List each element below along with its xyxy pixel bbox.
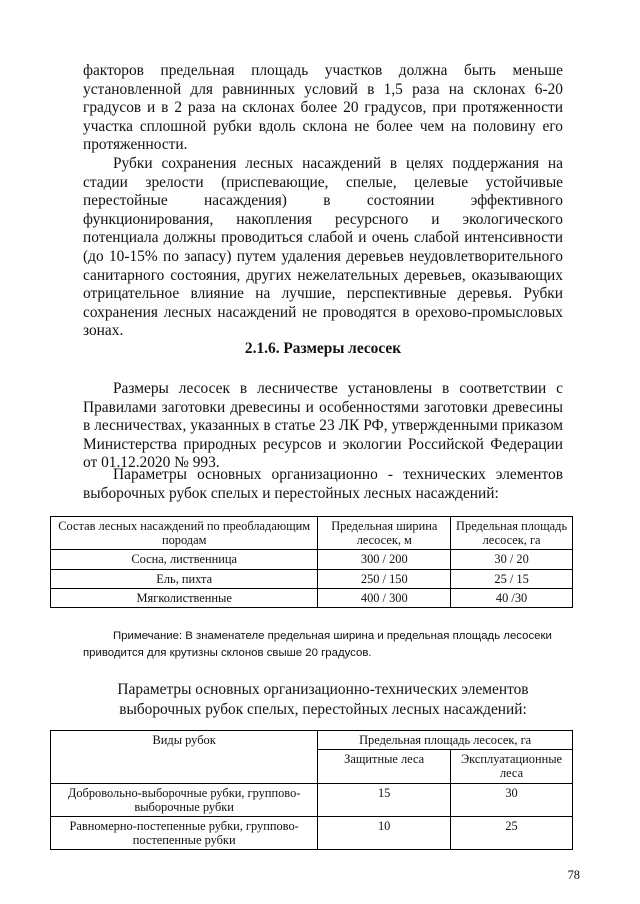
paragraph-table1-caption: Параметры основных организационно - технических элементов выборочных рубок спелых и перестойных лесных насаждений:: [83, 466, 563, 502]
table-header-cell: Защитные леса: [318, 750, 451, 783]
table-cell: 10: [318, 817, 451, 850]
section-heading: 2.1.6. Размеры лесосек: [244, 340, 402, 357]
page-number: 78: [567, 868, 580, 882]
table-header-cell: Состав лесных насаждений по преобладающим породам: [51, 517, 318, 550]
table-cell: Мягколиственные: [51, 588, 318, 607]
table-cell: 30: [451, 783, 573, 816]
table-cell: 25: [451, 817, 573, 850]
table-cell: 300 / 200: [318, 550, 451, 569]
table2-caption: Параметры основных организационно-технических элементов выборочных рубок спелых, перестойных лесных насаждений:: [117, 681, 529, 718]
paragraph-slope-limits: факторов предельная площадь участков должна быть меньше установленной для равнинных условий в 1,5 раза на склонах 6-20 градусов и в 2 раза на склонах более 20 градусов, при протяженности участка сплошной рубки вдоль склона не более чем на половину его протяженности.: [83, 62, 563, 154]
table-cell: 25 / 15: [451, 569, 573, 588]
table-cell: Добровольно-выборочные рубки, группово-выборочные рубки: [51, 783, 318, 816]
table-cell: Равномерно-постепенные рубки, группово-постепенные рубки: [51, 817, 318, 850]
table-row: [51, 550, 573, 569]
paragraph-cutting-area-rules: Размеры лесосек в лесничестве установлены в соответствии с Правилами заготовки древесины и особенностями заготовки древесины в лесничествах, указанных в статье 23 ЛК РФ, утвержденными приказом Министерства природных ресурсов и экологии Российской Федерации от 01.12.2020 № 993.: [83, 380, 563, 472]
table-header-cell: Предельная ширина лесосек, м: [318, 517, 451, 550]
table-header-cell: Предельная площадь лесосек, га: [451, 517, 573, 550]
table-header-cell: Эксплуатационные леса: [451, 750, 573, 783]
table-row: [51, 817, 573, 850]
table-cell: Сосна, лиственница: [51, 550, 318, 569]
table-note: Примечание: В знаменателе предельная ширина и предельная площадь лесосеки приводится для крутизны склонов свыше 20 градусов.: [83, 630, 552, 659]
table-header-cell: Виды рубок: [51, 731, 318, 784]
table-header-cell: Предельная площадь лесосек, га: [318, 731, 573, 750]
table-cell: Ель, пихта: [51, 569, 318, 588]
table-cell: 250 / 150: [318, 569, 451, 588]
table-cell: 15: [318, 783, 451, 816]
table-cell: 400 / 300: [318, 588, 451, 607]
table-row: [51, 588, 573, 607]
table-selective-cutting-limits: [50, 516, 573, 608]
table-cutting-area-by-forest-type: [50, 730, 573, 850]
table-header-row: [51, 731, 573, 750]
paragraph-maintenance-cuttings: Рубки сохранения лесных насаждений в целях поддержания на стадии зрелости (приспевающие, спелые, целевые устойчивые перестойные насаждения) в состоянии эффективного функционирования, накопления ресурсного и экологического потенциала должны проводиться слабой и очень слабой интенсивности (до 10-15% по запасу) путем удаления деревьев неудовлетворительного санитарного состояния, других нежелательных деревьев, оказывающих отрицательное влияние на лучшие, перспективные деревья. Рубки сохранения лесных насаждений не проводятся в орехово-промысловых зонах.: [83, 155, 563, 340]
table-cell: 30 / 20: [451, 550, 573, 569]
table-row: [51, 569, 573, 588]
table-cell: 40 /30: [451, 588, 573, 607]
table-header-row: [51, 517, 573, 550]
table-row: [51, 783, 573, 816]
